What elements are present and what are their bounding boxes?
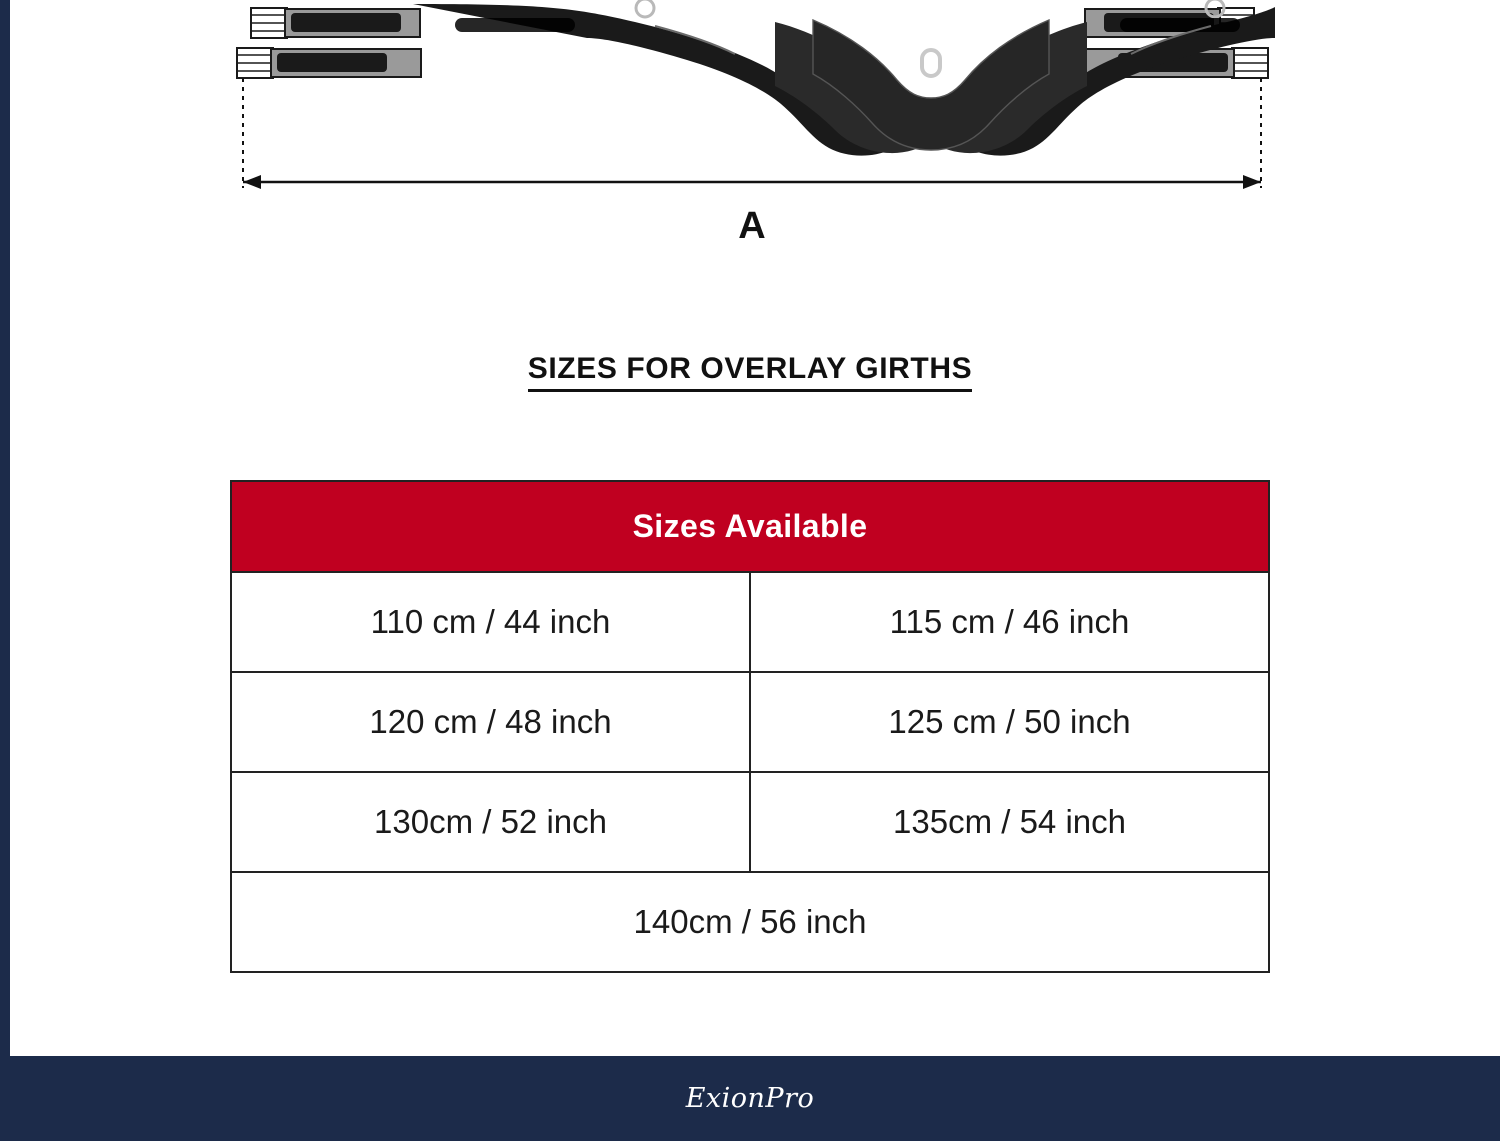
table-row [231,572,1269,672]
table-row [231,772,1269,872]
left-straps-lower [237,48,421,78]
table-row [231,672,1269,772]
dimension-line-a [243,78,1261,189]
size-cell: 110 cm / 44 inch [231,572,750,672]
footer-bar [0,1056,1500,1141]
size-cell: 130cm / 52 inch [231,772,750,872]
page-title-text: SIZES FOR OVERLAY GIRTHS [528,352,972,392]
girth-d-ring [922,50,940,76]
size-cell: 115 cm / 46 inch [750,572,1269,672]
table-header-row [231,481,1269,572]
girth-diagram [215,0,1290,260]
size-cell-full-width: 140cm / 56 inch [231,872,1269,972]
sizes-table [230,480,1270,973]
size-cell: 125 cm / 50 inch [750,672,1269,772]
left-straps-upper [251,8,420,38]
size-cell: 120 cm / 48 inch [231,672,750,772]
table-row [231,872,1269,972]
table-header-sizes-available: Sizes Available [231,481,1269,572]
brand-logo: ExionPro [685,1083,815,1114]
page-title [0,352,1500,386]
size-cell: 135cm / 54 inch [750,772,1269,872]
dimension-label-a: A [738,205,767,247]
left-accent-bar [0,0,10,1141]
